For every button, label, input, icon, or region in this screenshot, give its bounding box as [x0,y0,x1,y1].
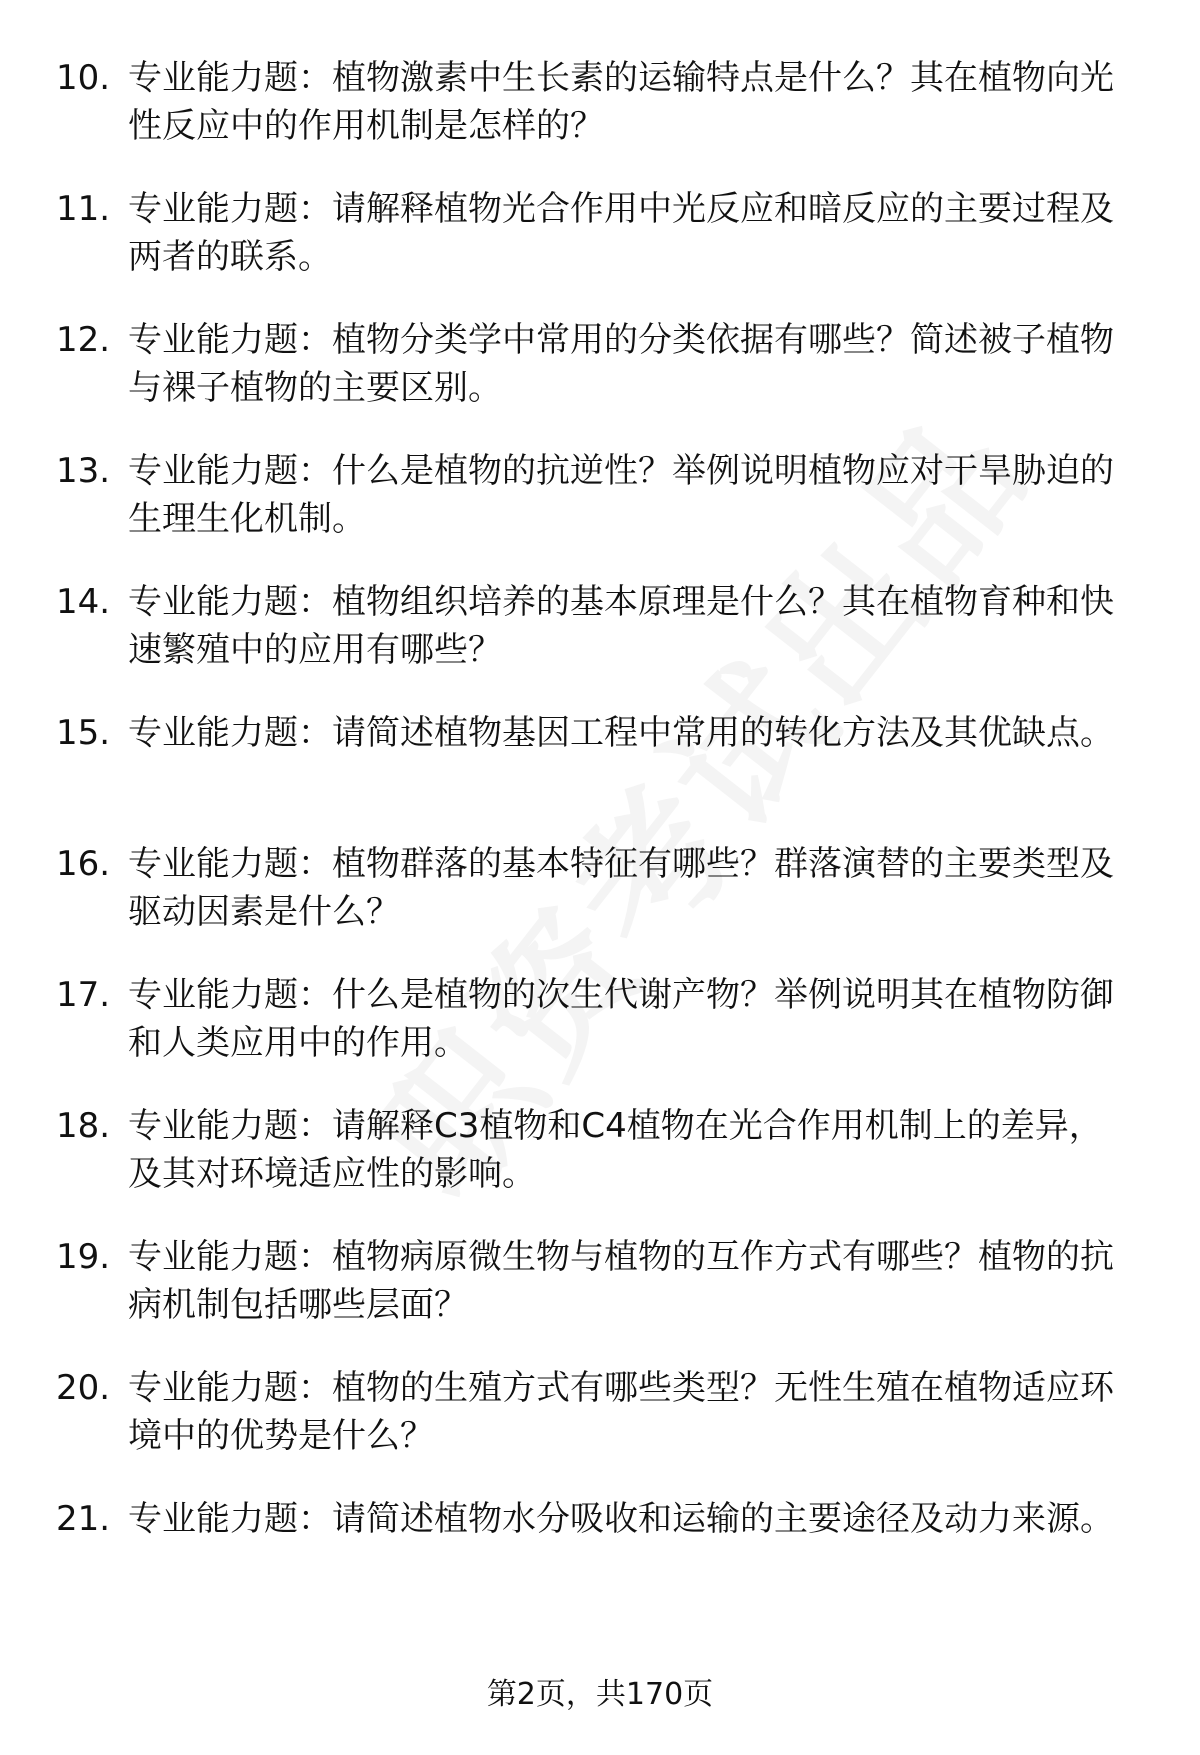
question-number: 18. [56,1106,111,1146]
question-number: 20. [56,1368,111,1408]
question-item [56,1364,1156,1495]
question-number: 17. [56,975,111,1015]
question-number: 10. [56,58,111,98]
question-number: 12. [56,320,111,360]
question-number: 15. [56,713,111,753]
page-number-label: 第2页，共170页 [486,1677,714,1712]
question-number: 11. [56,189,111,229]
question-number: 14. [56,582,111,622]
question-text: 专业能力题：什么是植物的抗逆性？举例说明植物应对干旱胁迫的生理生化机制。 [128,451,1114,539]
question-item [56,709,1156,840]
question-text: 专业能力题：植物的生殖方式有哪些类型？无性生殖在植物适应环境中的优势是什么？ [128,1368,1114,1456]
question-list [56,54,1156,1626]
question-item [56,185,1156,316]
question-text: 专业能力题：植物病原微生物与植物的互作方式有哪些？植物的抗病机制包括哪些层面？ [128,1237,1114,1325]
question-text: 专业能力题：什么是植物的次生代谢产物？举例说明其在植物防御和人类应用中的作用。 [128,975,1114,1063]
question-text: 专业能力题：请解释C3植物和C4植物在光合作用机制上的差异，及其对环境适应性的影响。 [128,1106,1103,1194]
question-text: 专业能力题：植物激素中生长素的运输特点是什么？其在植物向光性反应中的作用机制是怎样的？ [128,58,1114,146]
question-item [56,840,1156,971]
question-number: 19. [56,1237,111,1277]
page-footer [0,1675,1200,1715]
question-number: 16. [56,844,111,884]
question-number: 13. [56,451,111,491]
question-item [56,1233,1156,1364]
question-item [56,971,1156,1102]
question-item [56,316,1156,447]
question-item [56,1495,1156,1626]
question-text: 专业能力题：请简述植物基因工程中常用的转化方法及其优缺点。 [128,713,1114,753]
question-item [56,1102,1156,1233]
question-text: 专业能力题：植物群落的基本特征有哪些？群落演替的主要类型及驱动因素是什么？ [128,844,1114,932]
question-text: 专业能力题：请解释植物光合作用中光反应和暗反应的主要过程及两者的联系。 [128,189,1114,277]
question-text: 专业能力题：请简述植物水分吸收和运输的主要途径及动力来源。 [128,1499,1114,1539]
question-item [56,54,1156,185]
question-number: 21. [56,1499,111,1539]
question-text: 专业能力题：植物组织培养的基本原理是什么？其在植物育种和快速繁殖中的应用有哪些？ [128,582,1114,670]
question-item [56,578,1156,709]
question-text: 专业能力题：植物分类学中常用的分类依据有哪些？简述被子植物与裸子植物的主要区别。 [128,320,1114,408]
question-item [56,447,1156,578]
